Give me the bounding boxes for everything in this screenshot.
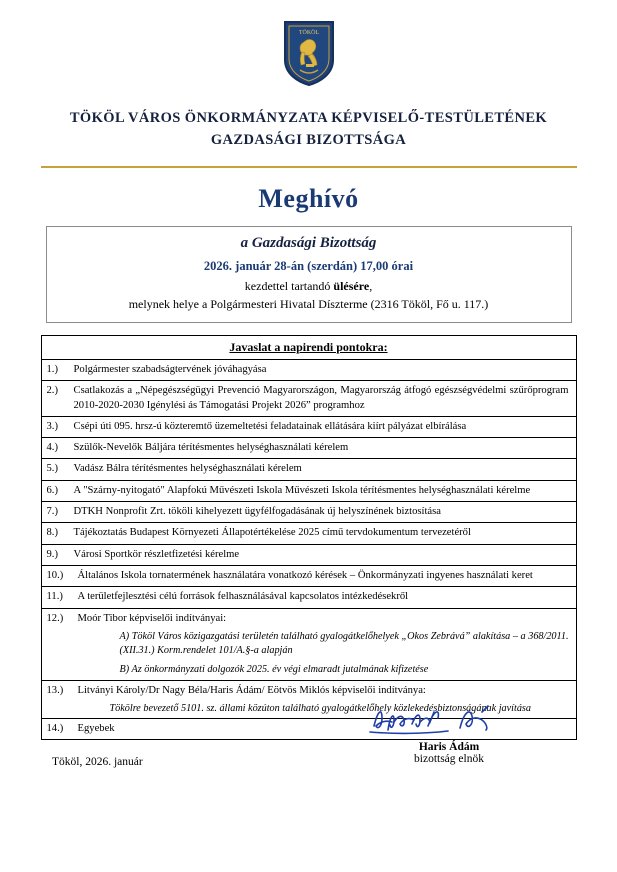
- agenda-row: [42, 566, 576, 587]
- agenda-item-number: 3.): [46, 420, 58, 432]
- invitation-purpose: [57, 279, 561, 294]
- invitation-purpose-pre: kezdettel tartandó: [244, 278, 334, 293]
- agenda-row: [42, 459, 576, 480]
- crest-container: [0, 0, 617, 91]
- agenda-row: [42, 481, 576, 502]
- agenda-item-number: 4.): [46, 442, 58, 454]
- agenda-row: [42, 523, 576, 544]
- agenda-item-text: Szülők-Nevelők Báljára térítésmentes helységhasználati kérelem: [73, 442, 349, 454]
- agenda-item-number: 6.): [46, 484, 58, 496]
- agenda-item-text: A területfejlesztési célú források felhasználásával kapcsolatos intézkedésekről: [77, 591, 409, 603]
- invitation-purpose-post: ,: [369, 278, 373, 293]
- agenda-row-12: [42, 609, 576, 682]
- agenda-item-text: Tájékoztatás Budapest Környezeti Állapotértékelése 2025 című tervdokumentum tervezetéről: [73, 527, 471, 539]
- agenda-item-12-content: [76, 609, 576, 681]
- agenda-item-text: A "Szárny-nyitogató" Alapfokú Művészeti Iskola Művészeti Iskola térítésmentes helységhasználati kérelme: [73, 484, 531, 496]
- agenda-item-text: Moór Tibor képviselői indítványai:: [77, 612, 227, 624]
- agenda-row: [42, 545, 576, 566]
- agenda-subitem-b-text: Az önkormányzati dolgozók 2025. év végi elmaradt jutalmának kifizetése: [131, 664, 429, 676]
- agenda-subitem-13-text: Tökölre bevezető 5101. sz. állami közúton található gyalogátkelőhely közlekedésbiztonságának javítása: [109, 703, 531, 715]
- signature-name: Haris Ádám: [418, 741, 480, 753]
- agenda-item-text: Városi Sportkör részletfizetési kérelme: [73, 548, 240, 560]
- agenda-table: [41, 335, 577, 741]
- invitation-committee: a Gazdasági Bizottság: [240, 234, 377, 251]
- agenda-row: [42, 360, 576, 381]
- agenda-item-number: 8.): [46, 527, 58, 539]
- page-title: Meghívó: [258, 183, 359, 213]
- invitation-datetime: 2026. január 28-án (szerdán) 17,00 órai: [203, 258, 414, 273]
- invitation-location: melynek helye a Polgármesteri Hivatal Díszterme (2316 Tököl, Fő u. 117.): [128, 296, 489, 311]
- agenda-item-text: Egyebek: [77, 723, 115, 735]
- org-title-line1: TÖKÖL VÁROS ÖNKORMÁNYZATA KÉPVISELŐ-TESTÜLETÉNEK: [69, 110, 548, 126]
- agenda-item-text: Csatlakozás a „Népegészségügyi Prevenció Magyarországon, Magyarország átfogó egészségvédelmi szűrőprogram 2010-2020-2030 Igénylési ás Támogatási Projekt 2026” programhoz: [73, 385, 569, 411]
- invitation-box: [46, 226, 572, 323]
- town-crest-icon: [282, 20, 336, 86]
- agenda-item-number: 2.): [46, 385, 58, 397]
- gold-divider: [41, 166, 577, 168]
- agenda-item-number: 9.): [46, 548, 58, 560]
- signature-block: [359, 700, 539, 765]
- agenda-item-text: Litványi Károly/Dr Nagy Béla/Haris Ádám/ Eötvös Miklós képviselői indítványa:: [77, 685, 426, 697]
- agenda-item-number: 12.): [46, 612, 64, 624]
- agenda-item-number: 10.): [46, 569, 64, 581]
- agenda-item-text: Általános Iskola tornatermének használatára vonatkozó kérések – Önkormányzati ingyenes használati keret: [77, 569, 533, 581]
- agenda-row: [42, 381, 576, 417]
- agenda-heading: Javaslat a napirendi pontokra:: [42, 336, 576, 360]
- agenda-item-number: 11.): [46, 591, 63, 603]
- agenda-subitem-a: [76, 627, 576, 661]
- agenda-item-text: Polgármester szabadságtervének jóváhagyása: [73, 363, 267, 375]
- agenda-item-number: 14.): [46, 723, 64, 735]
- agenda-row: [42, 587, 576, 608]
- agenda-item-number: 1.): [46, 363, 58, 375]
- agenda-row: [42, 417, 576, 438]
- agenda-item-text: Vadász Bálra térítésmentes helységhasználati kérelem: [73, 463, 302, 475]
- handwritten-signature-icon: [364, 700, 534, 740]
- signature-role: bizottság elnök: [414, 753, 484, 765]
- agenda-item-number: 7.): [46, 506, 58, 518]
- svg-text:TÖKÖL: TÖKÖL: [298, 30, 319, 36]
- agenda-subitem-b-label: B): [119, 664, 130, 676]
- invitation-purpose-bold: ülésére: [333, 278, 370, 293]
- agenda-row: [42, 438, 576, 459]
- agenda-subitem-a-text: Tököl Város közigazgatási területén található gyalogátkelőhelyek „Okos Zebrává” alakítása – a 368/2011.(XII.31.) Korm.rendelet 101/A.§-a alapján: [119, 630, 569, 656]
- agenda-item-number: 5.): [46, 463, 58, 475]
- org-title-line2: GAZDASÁGI BIZOTTSÁGA: [210, 132, 407, 149]
- agenda-item-number: 13.): [46, 685, 64, 697]
- agenda-subitem-a-label: A): [119, 630, 130, 642]
- agenda-subitem-b: [76, 660, 576, 680]
- organization-title: [0, 107, 617, 152]
- agenda-item-text: DTKH Nonprofit Zrt. tököli kihelyezett ügyfélfogadásának új helyszínének biztosítása: [73, 506, 441, 518]
- agenda-item-text: Csépi úti 095. hrsz-ú közteremtő üzemeltetési feladatainak ellátására kiírt pályázat elbírálása: [73, 420, 467, 432]
- document-date: Tököl, 2026. január: [52, 756, 143, 769]
- agenda-row: [42, 502, 576, 523]
